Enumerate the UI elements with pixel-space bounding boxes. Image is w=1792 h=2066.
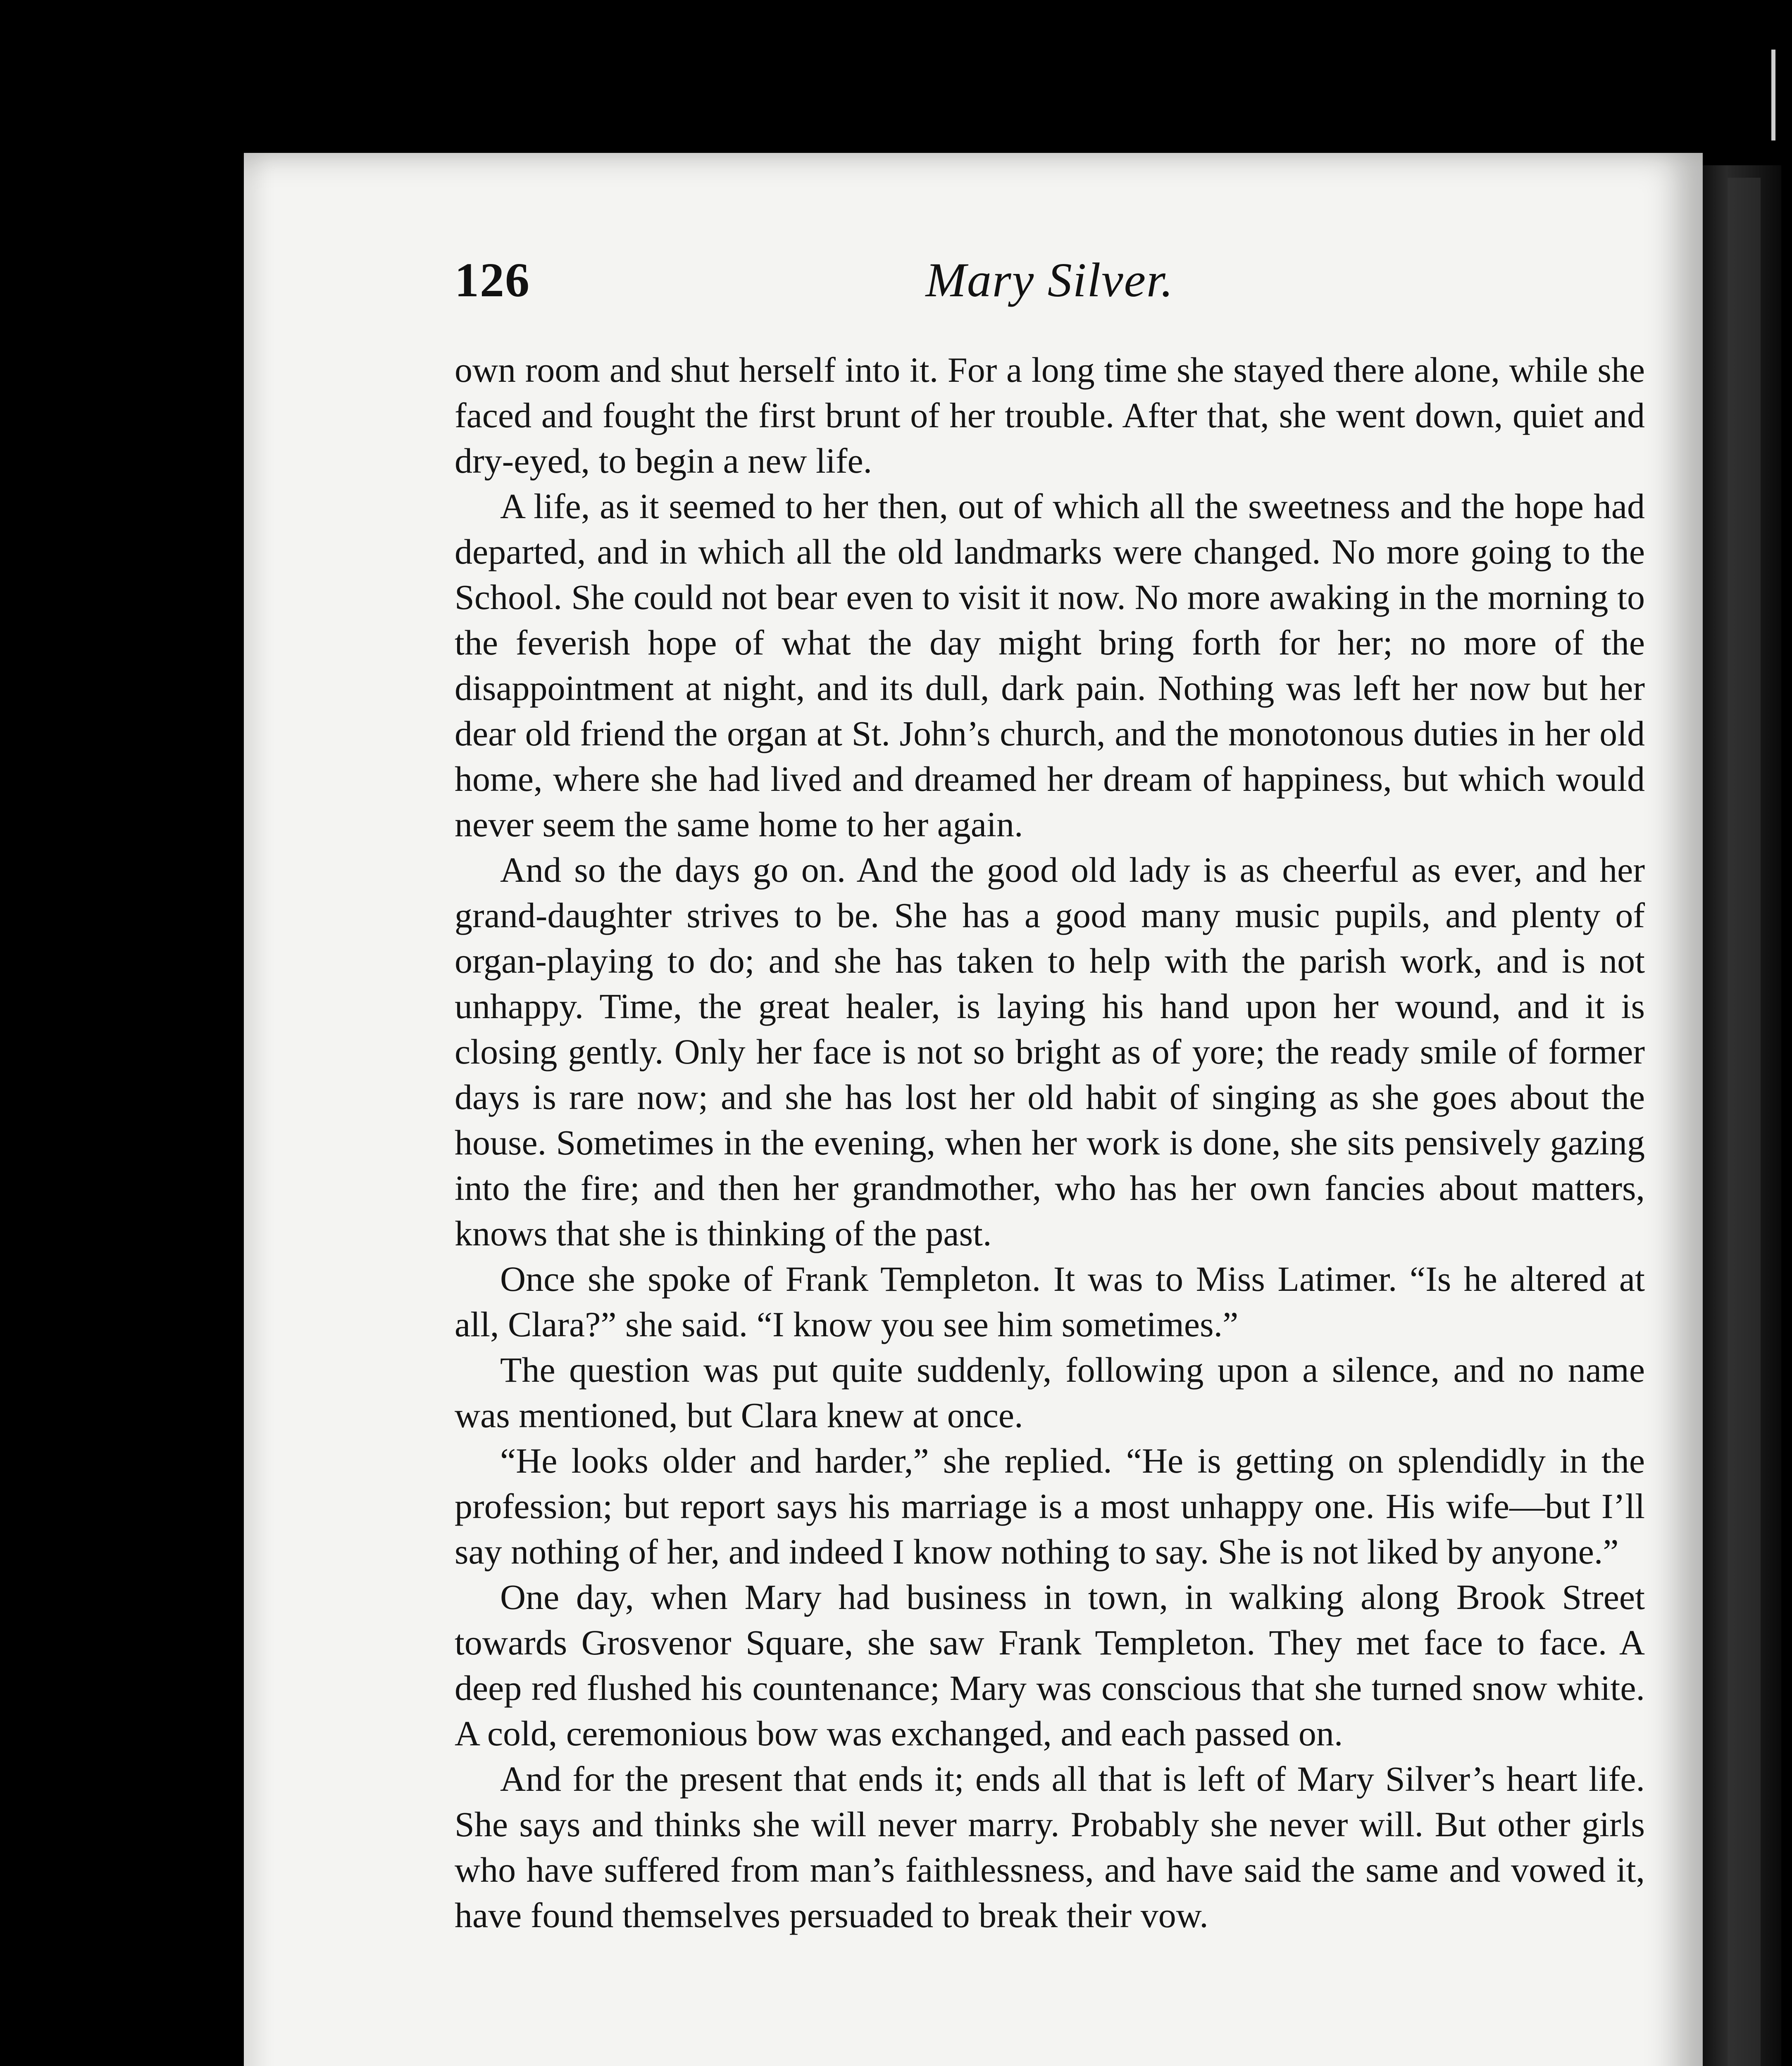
paragraph-8: And for the present that ends it; ends all that is left of Mary Silver’s heart life. She says and thinks she will never marry. Probably she never will. But other girls who have suffered from man’s faithlessness, and have said the same and vowed it, have found themselves persuaded to break their vow.	[455, 1759, 1645, 1935]
paragraph-2: A life, as it seemed to her then, out of which all the sweetness and the hope had departed, and in which all the old landmarks were changed. No more going to the School. She could not bear even to visit it now. No more awaking in the morning to the feverish hope of what the day might bring forth for her; no more of the disappointment at night, and its dull, dark pain. Nothing was left her now but her dear old friend the organ at St. John’s church, and the monotonous duties in her old home, where she had lived and dreamed her dream of happiness, but which would never seem the same home to her again.	[455, 486, 1645, 844]
paragraph-4: Once she spoke of Frank Templeton. It was to Miss Latimer. “Is he altered at all, Clara?” she said. “I know you see him sometimes.”	[455, 1259, 1645, 1344]
paragraph-1: own room and shut herself into it. For a long time she stayed there alone, while she faced and fought the first brunt of her trouble. After that, she went down, quiet and dry-eyed, to begin a new life.	[455, 350, 1645, 481]
paragraph-7: One day, when Mary had business in town, in walking along Brook Street towards Grosvenor Square, she saw Frank Templeton. They met face to face. A deep red flushed his countenance; Mary was conscious that she turned snow white. A cold, ceremonious bow was exchanged, and each passed on.	[455, 1577, 1645, 1753]
paragraph-5: The question was put quite suddenly, following upon a silence, and no name was mentioned, but Clara knew at once.	[455, 1350, 1645, 1435]
body-text	[455, 347, 1645, 1938]
running-title: Mary Silver.	[925, 253, 1174, 307]
page-number: 126	[455, 253, 530, 307]
facing-page-strip	[1728, 178, 1761, 2066]
paragraph-6: “He looks older and harder,” she replied. “He is getting on splendidly in the profession; but report says his marriage is a most unhappy one. His wife—but I’ll say nothing of her, and indeed I know nothing to say. She is not liked by anyone.”	[455, 1441, 1645, 1571]
paragraph-3: And so the days go on. And the good old lady is as cheerful as ever, and her grand-daughter strives to be. She has a good many music pupils, and plenty of organ-playing to do; and she has taken to help with the parish work, and is not unhappy. Time, the great healer, is laying his hand upon her wound, and it is closing gently. Only her face is not so bright as of yore; the ready smile of former days is rare now; and she has lost her old habit of singing as she goes about the house. Sometimes in the evening, when her work is done, she sits pensively gazing into the fire; and then her grandmother, who has her own fancies about matters, knows that she is thinking of the past.	[455, 850, 1645, 1253]
page-header	[455, 252, 1645, 314]
scan-edge-mark	[1771, 50, 1775, 140]
